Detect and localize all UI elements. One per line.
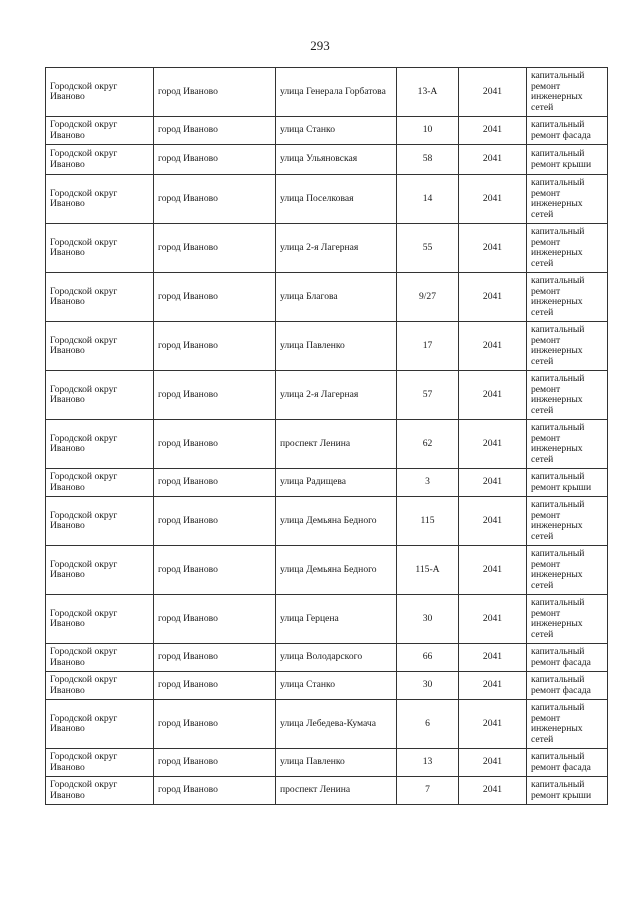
- house-number-cell: 10: [397, 117, 459, 145]
- table-row: [46, 749, 608, 777]
- city-cell: город Иваново: [154, 546, 276, 595]
- city-cell: город Иваново: [154, 371, 276, 420]
- work-type-cell: капитальный ремонт крыши: [527, 777, 608, 805]
- street-cell: проспект Ленина: [276, 420, 397, 469]
- page-number: 293: [310, 38, 330, 53]
- year-cell: 2041: [459, 672, 527, 700]
- year-cell: 2041: [459, 777, 527, 805]
- district-cell: Городской округ Иваново: [46, 700, 154, 749]
- city-cell: город Иваново: [154, 68, 276, 117]
- city-cell: город Иваново: [154, 672, 276, 700]
- house-number-cell: 57: [397, 371, 459, 420]
- house-number-cell: 115: [397, 497, 459, 546]
- work-type-cell: капитальный ремонт инженерных сетей: [527, 68, 608, 117]
- district-cell: Городской округ Иваново: [46, 469, 154, 497]
- district-cell: Городской округ Иваново: [46, 777, 154, 805]
- work-type-cell: капитальный ремонт фасада: [527, 672, 608, 700]
- district-cell: Городской округ Иваново: [46, 224, 154, 273]
- district-cell: Городской округ Иваново: [46, 68, 154, 117]
- street-cell: улица Радищева: [276, 469, 397, 497]
- year-cell: 2041: [459, 469, 527, 497]
- street-cell: улица Демьяна Бедного: [276, 497, 397, 546]
- city-cell: город Иваново: [154, 497, 276, 546]
- house-number-cell: 9/27: [397, 273, 459, 322]
- year-cell: 2041: [459, 273, 527, 322]
- table-row: [46, 371, 608, 420]
- table-row: [46, 68, 608, 117]
- work-type-cell: капитальный ремонт инженерных сетей: [527, 497, 608, 546]
- table-row: [46, 777, 608, 805]
- work-type-cell: капитальный ремонт крыши: [527, 469, 608, 497]
- city-cell: город Иваново: [154, 644, 276, 672]
- work-type-cell: капитальный ремонт инженерных сетей: [527, 224, 608, 273]
- house-number-cell: 30: [397, 595, 459, 644]
- year-cell: 2041: [459, 749, 527, 777]
- district-cell: Городской округ Иваново: [46, 497, 154, 546]
- district-cell: Городской округ Иваново: [46, 595, 154, 644]
- district-cell: Городской округ Иваново: [46, 117, 154, 145]
- work-type-cell: капитальный ремонт крыши: [527, 145, 608, 175]
- table-row: [46, 273, 608, 322]
- district-cell: Городской округ Иваново: [46, 420, 154, 469]
- house-number-cell: 6: [397, 700, 459, 749]
- street-cell: улица Павленко: [276, 749, 397, 777]
- table-row: [46, 672, 608, 700]
- street-cell: улица 2-я Лагерная: [276, 224, 397, 273]
- street-cell: улица Володарского: [276, 644, 397, 672]
- year-cell: 2041: [459, 224, 527, 273]
- year-cell: 2041: [459, 546, 527, 595]
- street-cell: улица Ульяновская: [276, 145, 397, 175]
- street-cell: улица Станко: [276, 672, 397, 700]
- work-type-cell: капитальный ремонт инженерных сетей: [527, 273, 608, 322]
- district-cell: Городской округ Иваново: [46, 145, 154, 175]
- year-cell: 2041: [459, 322, 527, 371]
- year-cell: 2041: [459, 595, 527, 644]
- street-cell: улица 2-я Лагерная: [276, 371, 397, 420]
- street-cell: улица Лебедева-Кумача: [276, 700, 397, 749]
- district-cell: Городской округ Иваново: [46, 371, 154, 420]
- table-row: [46, 497, 608, 546]
- street-cell: улица Поселковая: [276, 175, 397, 224]
- table-row: [46, 700, 608, 749]
- street-cell: улица Герцена: [276, 595, 397, 644]
- district-cell: Городской округ Иваново: [46, 273, 154, 322]
- district-cell: Городской округ Иваново: [46, 644, 154, 672]
- city-cell: город Иваново: [154, 469, 276, 497]
- year-cell: 2041: [459, 420, 527, 469]
- year-cell: 2041: [459, 117, 527, 145]
- work-type-cell: капитальный ремонт фасада: [527, 117, 608, 145]
- house-number-cell: 58: [397, 145, 459, 175]
- house-number-cell: 30: [397, 672, 459, 700]
- year-cell: 2041: [459, 68, 527, 117]
- city-cell: город Иваново: [154, 273, 276, 322]
- house-number-cell: 17: [397, 322, 459, 371]
- table-row: [46, 644, 608, 672]
- house-number-cell: 14: [397, 175, 459, 224]
- district-cell: Городской округ Иваново: [46, 672, 154, 700]
- year-cell: 2041: [459, 644, 527, 672]
- street-cell: улица Демьяна Бедного: [276, 546, 397, 595]
- repair-schedule-table: [45, 67, 608, 805]
- work-type-cell: капитальный ремонт инженерных сетей: [527, 371, 608, 420]
- city-cell: город Иваново: [154, 224, 276, 273]
- house-number-cell: 115-А: [397, 546, 459, 595]
- work-type-cell: капитальный ремонт инженерных сетей: [527, 322, 608, 371]
- city-cell: город Иваново: [154, 322, 276, 371]
- year-cell: 2041: [459, 700, 527, 749]
- street-cell: улица Благова: [276, 273, 397, 322]
- district-cell: Городской округ Иваново: [46, 322, 154, 371]
- district-cell: Городской округ Иваново: [46, 546, 154, 595]
- street-cell: проспект Ленина: [276, 777, 397, 805]
- table-row: [46, 145, 608, 175]
- city-cell: город Иваново: [154, 700, 276, 749]
- work-type-cell: капитальный ремонт фасада: [527, 644, 608, 672]
- house-number-cell: 13-А: [397, 68, 459, 117]
- city-cell: город Иваново: [154, 145, 276, 175]
- work-type-cell: капитальный ремонт инженерных сетей: [527, 595, 608, 644]
- work-type-cell: капитальный ремонт инженерных сетей: [527, 175, 608, 224]
- table-row: [46, 322, 608, 371]
- city-cell: город Иваново: [154, 420, 276, 469]
- table-row: [46, 469, 608, 497]
- work-type-cell: капитальный ремонт фасада: [527, 749, 608, 777]
- table-row: [46, 546, 608, 595]
- table-row: [46, 595, 608, 644]
- work-type-cell: капитальный ремонт инженерных сетей: [527, 546, 608, 595]
- district-cell: Городской округ Иваново: [46, 175, 154, 224]
- city-cell: город Иваново: [154, 117, 276, 145]
- year-cell: 2041: [459, 371, 527, 420]
- house-number-cell: 62: [397, 420, 459, 469]
- street-cell: улица Генерала Горбатова: [276, 68, 397, 117]
- city-cell: город Иваново: [154, 595, 276, 644]
- table-row: [46, 175, 608, 224]
- district-cell: Городской округ Иваново: [46, 749, 154, 777]
- table-row: [46, 117, 608, 145]
- work-type-cell: капитальный ремонт инженерных сетей: [527, 700, 608, 749]
- street-cell: улица Станко: [276, 117, 397, 145]
- table-row: [46, 224, 608, 273]
- house-number-cell: 7: [397, 777, 459, 805]
- year-cell: 2041: [459, 145, 527, 175]
- house-number-cell: 13: [397, 749, 459, 777]
- city-cell: город Иваново: [154, 175, 276, 224]
- city-cell: город Иваново: [154, 777, 276, 805]
- house-number-cell: 3: [397, 469, 459, 497]
- table-row: [46, 420, 608, 469]
- house-number-cell: 55: [397, 224, 459, 273]
- work-type-cell: капитальный ремонт инженерных сетей: [527, 420, 608, 469]
- city-cell: город Иваново: [154, 749, 276, 777]
- house-number-cell: 66: [397, 644, 459, 672]
- street-cell: улица Павленко: [276, 322, 397, 371]
- year-cell: 2041: [459, 175, 527, 224]
- year-cell: 2041: [459, 497, 527, 546]
